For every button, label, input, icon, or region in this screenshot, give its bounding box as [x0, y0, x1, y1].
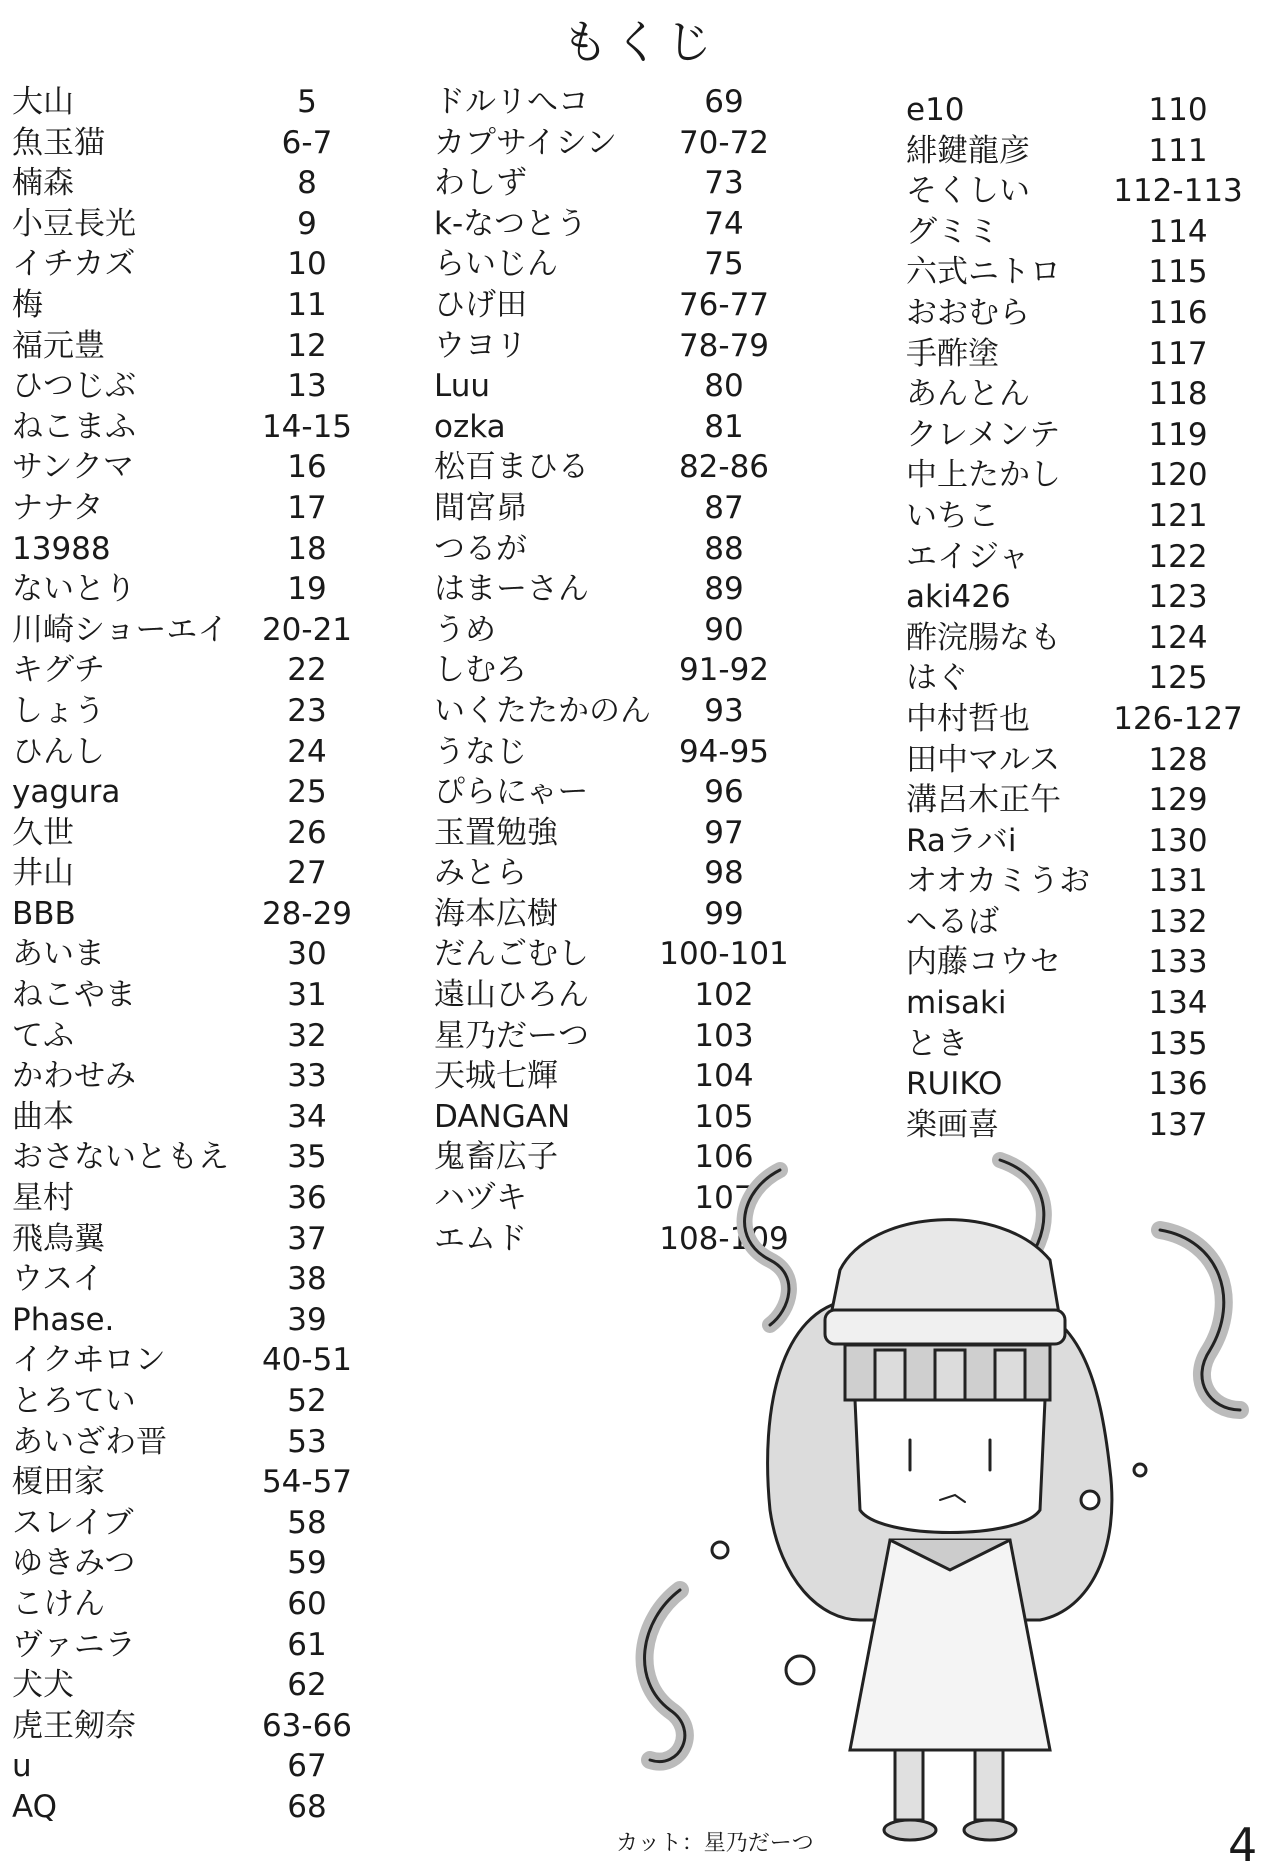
- author-name: yagura: [12, 774, 121, 811]
- author-name: 久世: [12, 814, 74, 851]
- author-name: Phase.: [12, 1301, 115, 1338]
- page-range: 60: [287, 1585, 327, 1622]
- author-name: うなじ: [434, 733, 527, 770]
- page-range: 90: [704, 611, 744, 648]
- page-range: 17: [287, 489, 327, 526]
- author-name: 溝呂木正午: [906, 782, 1061, 819]
- page-range: 99: [704, 895, 744, 932]
- author-name: 間宮昴: [434, 489, 527, 526]
- author-name: k-なつとう: [434, 205, 588, 242]
- author-name: 酢浣腸なも: [906, 619, 1061, 656]
- author-name: へるば: [906, 903, 999, 940]
- page-range: 68: [287, 1788, 327, 1825]
- page-range: 58: [287, 1504, 327, 1541]
- author-name: 六式ニトロ: [906, 254, 1061, 291]
- author-name: 飛鳥翼: [12, 1220, 105, 1257]
- author-name: いくたたかのん: [434, 692, 651, 729]
- page-range: 40-51: [261, 1342, 353, 1379]
- page-range: 116: [1148, 294, 1208, 331]
- author-name: misaki: [906, 985, 1007, 1022]
- page-range: 76-77: [678, 286, 770, 323]
- page-range: 35: [287, 1139, 327, 1176]
- author-name: ひつじぶ: [12, 368, 136, 405]
- author-name: あんとん: [906, 376, 1030, 413]
- author-name: 遠山ひろん: [434, 977, 589, 1014]
- author-name: BBB: [12, 895, 76, 932]
- page-range: 20-21: [261, 611, 353, 648]
- page-range: 82-86: [678, 449, 770, 486]
- author-name: e10: [906, 92, 965, 128]
- author-name: 曲本: [12, 1098, 74, 1135]
- author-name: だんごむし: [434, 936, 589, 973]
- page-range: 107: [694, 1180, 754, 1217]
- page-range: 12: [287, 327, 327, 364]
- page-range: 100-101: [659, 936, 789, 973]
- author-name: あいざわ晋: [12, 1423, 167, 1460]
- page-range: 81: [704, 408, 744, 445]
- author-name: しむろ: [434, 652, 527, 689]
- author-name: わしず: [434, 165, 527, 202]
- author-name: ハヅキ: [434, 1180, 527, 1217]
- page-range: 102: [694, 977, 754, 1014]
- page-range: 87: [704, 489, 744, 526]
- page-range: 27: [287, 855, 327, 892]
- author-name: 中村哲也: [906, 700, 1030, 737]
- page-range: 74: [704, 205, 744, 242]
- page-range: 98: [704, 855, 744, 892]
- author-name: 魚玉猫: [12, 124, 105, 161]
- author-name: しょう: [12, 692, 105, 729]
- author-name: ドルリへコ: [434, 84, 589, 120]
- page-range: 19: [287, 571, 327, 608]
- page-range: 94-95: [678, 733, 770, 770]
- page-range: 52: [287, 1383, 327, 1419]
- author-name: とき: [906, 1025, 968, 1062]
- illustration-credit: カット：星乃だーつ: [616, 1831, 814, 1856]
- page-range: 18: [287, 530, 327, 567]
- author-name: おさないともえ: [12, 1139, 229, 1176]
- page-range: 122: [1148, 538, 1208, 575]
- page-range: 106: [694, 1139, 754, 1176]
- page-range: 28-29: [261, 895, 353, 932]
- author-name: 犬犬: [12, 1667, 74, 1704]
- author-name: ウヨリ: [434, 327, 527, 364]
- page-range: 105: [694, 1098, 754, 1135]
- page-range: 11: [287, 286, 327, 323]
- page-range: 131: [1148, 863, 1208, 900]
- author-name: てふ: [12, 1017, 74, 1054]
- page-range: 120: [1148, 457, 1208, 494]
- author-name: 緋鍵龍彦: [906, 132, 1030, 169]
- author-name: つるが: [434, 530, 527, 567]
- page-range: 132: [1148, 903, 1208, 940]
- page-range: 103: [694, 1017, 754, 1054]
- author-name: aki426: [906, 579, 1011, 616]
- page-range: 134: [1148, 985, 1208, 1022]
- page-range: 96: [704, 774, 744, 811]
- page-range: 121: [1148, 497, 1208, 534]
- author-name: 楽画喜: [906, 1106, 999, 1143]
- author-name: イチカズ: [12, 246, 136, 283]
- page-range: 33: [287, 1058, 327, 1095]
- author-name: 天城七輝: [434, 1058, 558, 1095]
- author-name: みとら: [434, 855, 527, 892]
- author-name: ないとり: [12, 571, 136, 608]
- author-name: 梅: [12, 286, 43, 323]
- author-name: うめ: [434, 611, 496, 648]
- page-range: 67: [287, 1748, 327, 1785]
- page-range: 111: [1148, 132, 1208, 169]
- author-name: オオカミうお: [906, 863, 1091, 900]
- author-name: クレメンテ: [906, 416, 1061, 453]
- author-name: 13988: [12, 530, 111, 567]
- page-range: 32: [287, 1017, 327, 1054]
- page-range: 62: [287, 1667, 327, 1704]
- page-range: 54-57: [261, 1464, 353, 1501]
- page-range: 24: [287, 733, 327, 770]
- page-title: もくじ: [562, 15, 718, 69]
- author-name: そくしい: [906, 173, 1030, 210]
- author-name: おおむら: [906, 294, 1030, 331]
- page-range: 135: [1148, 1025, 1208, 1062]
- author-name: Raラバi: [906, 822, 1017, 859]
- page-range: 112-113: [1113, 173, 1243, 210]
- author-name: イクヰロン: [12, 1342, 166, 1379]
- author-name: RUIKO: [906, 1066, 1003, 1103]
- author-name: 内藤コウセ: [906, 944, 1061, 981]
- page-range: 63-66: [261, 1707, 353, 1744]
- author-name: グミミ: [906, 213, 999, 250]
- author-name: 松百まひる: [434, 449, 589, 486]
- author-name: ウスイ: [12, 1261, 104, 1298]
- page-range: 119: [1148, 416, 1208, 453]
- author-name: エムド: [434, 1220, 527, 1257]
- author-name: 大山: [12, 84, 74, 120]
- author-name: かわせみ: [12, 1058, 136, 1095]
- page-range: 38: [287, 1261, 327, 1298]
- author-name: 海本広樹: [434, 895, 558, 932]
- author-name: 鬼畜広子: [434, 1139, 558, 1176]
- page-range: 69: [704, 84, 744, 120]
- author-name: キグチ: [12, 652, 105, 689]
- author-name: 川崎ショーエイ: [12, 611, 229, 648]
- page-range: 123: [1148, 579, 1208, 616]
- page-range: 133: [1148, 944, 1208, 981]
- page-range: 126-127: [1113, 700, 1243, 737]
- author-name: エイジャ: [906, 538, 1030, 575]
- page-range: 78-79: [678, 327, 770, 364]
- author-name: 手酢塗: [906, 335, 999, 372]
- page-range: 137: [1148, 1106, 1208, 1143]
- author-name: ナナタ: [12, 489, 104, 526]
- author-name: 福元豊: [12, 327, 105, 364]
- page-range: 8: [297, 165, 317, 202]
- author-name: はまーさん: [434, 571, 589, 608]
- page-range: 73: [704, 165, 744, 202]
- page-range: 9: [297, 205, 317, 242]
- page-range: 36: [287, 1180, 327, 1217]
- page-range: 129: [1148, 782, 1208, 819]
- author-name: 井山: [12, 855, 74, 892]
- page-range: 39: [287, 1301, 327, 1338]
- author-name: らいじん: [434, 246, 558, 283]
- page-range: 10: [287, 246, 327, 283]
- author-name: ひげ田: [434, 286, 527, 323]
- page-range: 104: [694, 1058, 754, 1095]
- author-name: サンクマ: [12, 449, 134, 486]
- page-range: 128: [1148, 741, 1208, 778]
- page-range: 6-7: [281, 124, 333, 161]
- author-name: あいま: [12, 936, 105, 973]
- author-name: 榎田家: [12, 1464, 105, 1501]
- page-range: 117: [1148, 335, 1208, 372]
- author-name: 星村: [12, 1180, 74, 1217]
- page-range: 80: [704, 368, 744, 405]
- page-range: 130: [1148, 822, 1208, 859]
- author-name: ゆきみつ: [12, 1545, 136, 1582]
- page-range: 61: [287, 1626, 327, 1663]
- author-name: 田中マルス: [906, 741, 1061, 778]
- page-range: 22: [287, 652, 327, 689]
- page-range: 70-72: [678, 124, 770, 161]
- page-range: 23: [287, 692, 327, 729]
- page-range: 34: [287, 1098, 327, 1135]
- page-range: 5: [297, 84, 317, 120]
- author-name: こけん: [12, 1585, 105, 1622]
- page-range: 108-109: [659, 1220, 789, 1257]
- author-name: ぴらにゃー: [434, 774, 589, 811]
- page-range: 53: [287, 1423, 327, 1460]
- page-range: 115: [1148, 254, 1208, 291]
- author-name: いちこ: [906, 497, 999, 534]
- page-range: 75: [704, 246, 744, 283]
- page-range: 13: [287, 368, 327, 405]
- author-name: スレイブ: [12, 1504, 134, 1541]
- page-range: 118: [1148, 376, 1208, 413]
- author-name: ひんし: [12, 733, 105, 770]
- author-name: ozka: [434, 408, 506, 445]
- author-name: 中上たかし: [906, 457, 1061, 494]
- author-name: 星乃だーつ: [434, 1017, 589, 1054]
- page-range: 124: [1148, 619, 1208, 656]
- page-range: 136: [1148, 1066, 1208, 1103]
- page-range: 37: [287, 1220, 327, 1257]
- author-name: 玉置勉強: [434, 814, 558, 851]
- author-name: u: [12, 1748, 32, 1785]
- page-range: 93: [704, 692, 744, 729]
- page-range: 30: [287, 936, 327, 973]
- page-range: 110: [1148, 92, 1208, 128]
- page-range: 114: [1148, 213, 1208, 250]
- page-range: 16: [287, 449, 327, 486]
- page-range: 88: [704, 530, 744, 567]
- page-range: 25: [287, 774, 327, 811]
- page-range: 125: [1148, 660, 1208, 697]
- author-name: ねこやま: [12, 977, 136, 1014]
- page-range: 97: [704, 814, 744, 851]
- author-name: AQ: [12, 1788, 58, 1825]
- author-name: ヴァニラ: [12, 1626, 136, 1663]
- author-name: ねこまふ: [12, 408, 136, 445]
- page-range: 14-15: [261, 408, 353, 445]
- author-name: はぐ: [906, 660, 968, 697]
- page-range: 91-92: [678, 652, 770, 689]
- page-range: 89: [704, 571, 744, 608]
- author-name: 虎王剱奈: [12, 1707, 136, 1744]
- author-name: Luu: [434, 368, 491, 405]
- author-name: カプサイシン: [434, 124, 618, 161]
- author-name: 楠森: [12, 165, 74, 202]
- page-range: 26: [287, 814, 327, 851]
- page-range: 31: [287, 977, 327, 1014]
- author-name: 小豆長光: [12, 205, 136, 242]
- page-range: 59: [287, 1545, 327, 1582]
- page-number: 4: [1228, 1818, 1258, 1872]
- author-name: DANGAN: [434, 1098, 571, 1135]
- author-name: とろてい: [12, 1383, 136, 1419]
- chibi-girl-tentacle-illustration: [620, 1150, 1280, 1870]
